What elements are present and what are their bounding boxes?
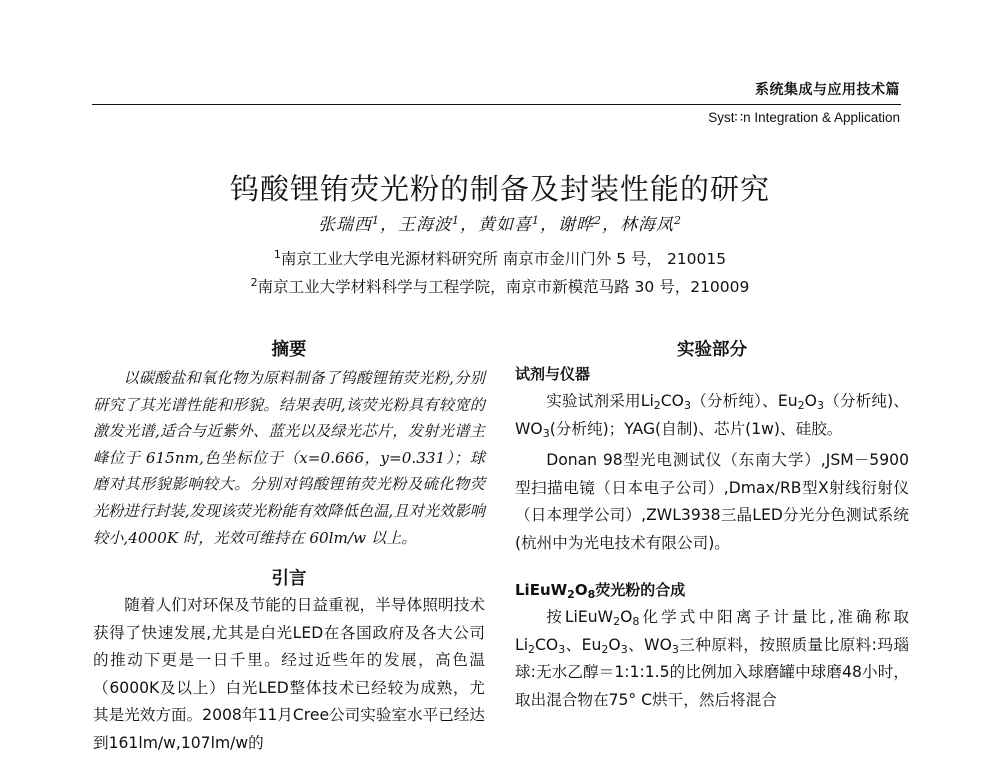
author-name: 王海波 bbox=[398, 215, 452, 235]
right-column bbox=[515, 336, 909, 714]
text-run: 化学式中阳离子计量比,准确称取Li bbox=[515, 608, 909, 654]
instruments-paragraph: Donan 98型光电测试仪（东南大学）,JSM－5900型扫描电镜（日本电子公司）,Dmax/RB型X射线衍射仪（日本理学公司）,ZWL3938三晶LED分光分色测试系统(杭州中为光电技术有限公司)。 bbox=[515, 451, 909, 552]
abstract-text: 以碳酸盐和氧化物为原料制备了钨酸锂铕荧光粉,分别研究了其光谱性能和形貌。结果表明,该荧光粉具有较宽的激发光谱,适合与近紫外、蓝光以及绿光芯片，发射光谱主峰位于 615nm,色坐标位于（x=0.666，y=0.331）；球磨对其形貌影响较大。分别对钨酸锂铕荧光粉及硫化物荧光粉进行封装,发现该荧光粉能有效降低色温,且对光效影响较小,4000K 时，光效可维持在 60lm/w 以上。 bbox=[93, 369, 485, 547]
text-run: O bbox=[804, 392, 817, 410]
author-aff-mark: 2 bbox=[594, 214, 602, 227]
text-run: O bbox=[574, 581, 588, 599]
affiliation-mark: 1 bbox=[273, 248, 281, 261]
subsection-synthesis-heading bbox=[515, 579, 909, 600]
subscript: 2 bbox=[613, 615, 621, 628]
text-run: O bbox=[608, 635, 621, 654]
text-run: 、WO bbox=[627, 635, 672, 654]
author-list bbox=[0, 210, 1000, 235]
author-name: 谢晔 bbox=[558, 215, 594, 235]
subscript: 3 bbox=[620, 642, 628, 656]
text-run: LiEuW bbox=[515, 581, 568, 599]
experimental-heading: 实验部分 bbox=[677, 340, 747, 360]
text-run: （分析纯)、WO bbox=[515, 392, 910, 438]
subscript: 2 bbox=[653, 399, 661, 412]
author-separator: ， bbox=[460, 215, 478, 235]
subscript: 2 bbox=[797, 399, 805, 412]
text-run: CO bbox=[535, 635, 559, 654]
paper-title: 钨酸锂铕荧光粉的制备及封装性能的研究 bbox=[229, 172, 770, 207]
subscript: 3 bbox=[816, 399, 824, 412]
running-header-en: Syst∷n Integration & Application bbox=[708, 110, 900, 125]
author-aff-mark: 2 bbox=[674, 214, 682, 227]
affiliation-text: 南京工业大学电光源材料研究所 南京市金川门外 5 号， 210015 bbox=[280, 250, 727, 268]
author-aff-mark: 1 bbox=[372, 214, 380, 227]
subsection-reagents-heading: 试剂与仪器 bbox=[515, 365, 591, 383]
intro-heading: 引言 bbox=[271, 569, 307, 590]
author-name: 林海凤 bbox=[620, 215, 674, 235]
text-run: 、Eu bbox=[565, 635, 602, 654]
text-run: 三种原料，按照质量比原料:玛瑙球:无水乙醇＝1:1:1.5的比例加入球磨罐中球磨48小时，取出混合物在75° C烘干，然后将混合 bbox=[515, 635, 909, 709]
synthesis-paragraph bbox=[515, 604, 909, 714]
text-run: (分析纯)；YAG(自制)、芯片(1w)、硅胶。 bbox=[549, 419, 843, 438]
author-name: 黄如喜 bbox=[478, 215, 532, 235]
subscript: 2 bbox=[567, 588, 575, 601]
author-aff-mark: 1 bbox=[532, 214, 540, 227]
subscript: 3 bbox=[683, 399, 691, 412]
abstract-heading: 摘要 bbox=[271, 340, 307, 360]
subscript: 3 bbox=[671, 642, 679, 656]
text-run: （分析纯）、Eu bbox=[690, 392, 798, 410]
text-run: 荧光粉的合成 bbox=[595, 581, 686, 599]
subscript: 2 bbox=[601, 642, 609, 656]
affiliation-mark: 2 bbox=[250, 276, 258, 289]
affiliation-1 bbox=[0, 247, 1000, 269]
left-column bbox=[93, 336, 485, 757]
author-aff-mark: 1 bbox=[452, 214, 460, 227]
author-separator: ， bbox=[602, 215, 620, 235]
author-separator: ， bbox=[540, 215, 558, 235]
author-separator: ， bbox=[380, 215, 398, 235]
subscript: 3 bbox=[542, 426, 550, 440]
text-run: CO bbox=[660, 392, 684, 410]
author-name: 张瑞西 bbox=[318, 215, 372, 235]
text-run: O bbox=[620, 608, 633, 626]
intro-text: 随着人们对环保及节能的日益重视，半导体照明技术获得了快速发展,尤其是白光LED在各国政府及各大公司的推动下更是一日千里。经过近些年的发展，高色温（6000K及以上）白光LED整体技术已经较为成熟，尤其是光效方面。2008年11月Cree公司实验室水平已经达到161lm/w,107lm/w的 bbox=[93, 596, 485, 752]
text-run: 实验试剂采用Li bbox=[546, 392, 654, 410]
text-run: 按LiEuW bbox=[546, 608, 614, 626]
subscript: 2 bbox=[528, 642, 536, 656]
reagents-paragraph bbox=[515, 388, 909, 443]
subscript: 8 bbox=[587, 588, 596, 601]
subscript: 3 bbox=[558, 642, 566, 656]
affiliation-text: 南京工业大学材料科学与工程学院，南京市新模范马路 30 号，210009 bbox=[257, 278, 750, 296]
header-rule bbox=[92, 104, 901, 105]
subscript: 8 bbox=[632, 615, 640, 628]
affiliation-2 bbox=[0, 275, 1000, 297]
running-header-cn: 系统集成与应用技术篇 bbox=[755, 82, 900, 98]
